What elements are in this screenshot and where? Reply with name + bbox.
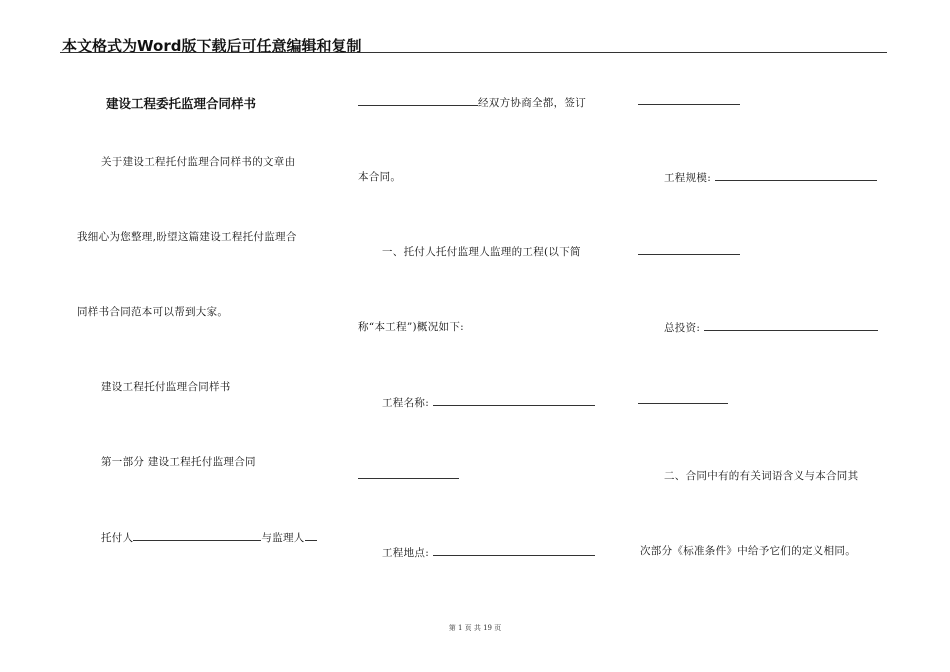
- col3-paragraph-2: [664, 169, 877, 185]
- document-header: 本文格式为Word版下载后可任意编辑和复制: [62, 37, 362, 55]
- col2-paragraph-4: 称“本工程”)概况如下:: [358, 321, 464, 333]
- col2-blank-line: [358, 478, 459, 479]
- project-location-blank: [433, 544, 595, 556]
- total-investment-label: 总投资:: [664, 322, 701, 334]
- col2-paragraph-1: [358, 94, 586, 110]
- col1-paragraph-1: 关于建设工程托付监理合同样书的文章由: [101, 156, 296, 168]
- col2-paragraph-2: 本合同。: [358, 171, 402, 183]
- col2-paragraph-3: 一、托付人托付监理人监理的工程(以下简: [382, 246, 581, 258]
- col2-paragraph-7: [382, 544, 595, 560]
- col1-paragraph-2: 我细心为您整理,盼望这篇建设工程托付监理合: [77, 231, 297, 243]
- project-location-label: 工程地点:: [382, 547, 430, 559]
- project-scale-label: 工程规模:: [664, 172, 712, 184]
- col3-blank-line-1: [638, 104, 740, 105]
- project-name-blank: [433, 394, 595, 406]
- col3-paragraph-6: 二、合同中有的有关词语含义与本合同其: [664, 470, 859, 482]
- col1-paragraph-4: 建设工程托付监理合同样书: [101, 381, 231, 393]
- client-blank: [133, 529, 261, 541]
- col3-blank-line-3: [638, 403, 728, 404]
- project-scale-blank: [715, 169, 877, 181]
- header-rule: [60, 52, 887, 53]
- col2-paragraph-5: [382, 394, 595, 410]
- col3-paragraph-7: 次部分《标准条件》中给予它们的定义相同。: [640, 545, 856, 557]
- col2-text-1: 经双方协商全都，签订: [478, 97, 586, 109]
- project-name-label: 工程名称:: [382, 397, 430, 409]
- col2-blank-1: [358, 94, 478, 106]
- document-title: 建设工程委托监理合同样书: [106, 96, 257, 111]
- client-label: 托付人: [101, 532, 134, 544]
- supervisor-blank: [305, 529, 317, 541]
- supervisor-label: 与监理人: [261, 532, 305, 544]
- col3-paragraph-4: [664, 319, 878, 335]
- col1-paragraph-5: 第一部分 建设工程托付监理合同: [101, 456, 256, 468]
- total-investment-blank: [704, 319, 878, 331]
- page-footer: 第 1 页 共 19 页: [448, 624, 502, 632]
- col1-paragraph-6: [101, 529, 317, 545]
- col3-blank-line-2: [638, 254, 740, 255]
- col1-paragraph-3: 同样书合同范本可以帮到大家。: [77, 306, 229, 318]
